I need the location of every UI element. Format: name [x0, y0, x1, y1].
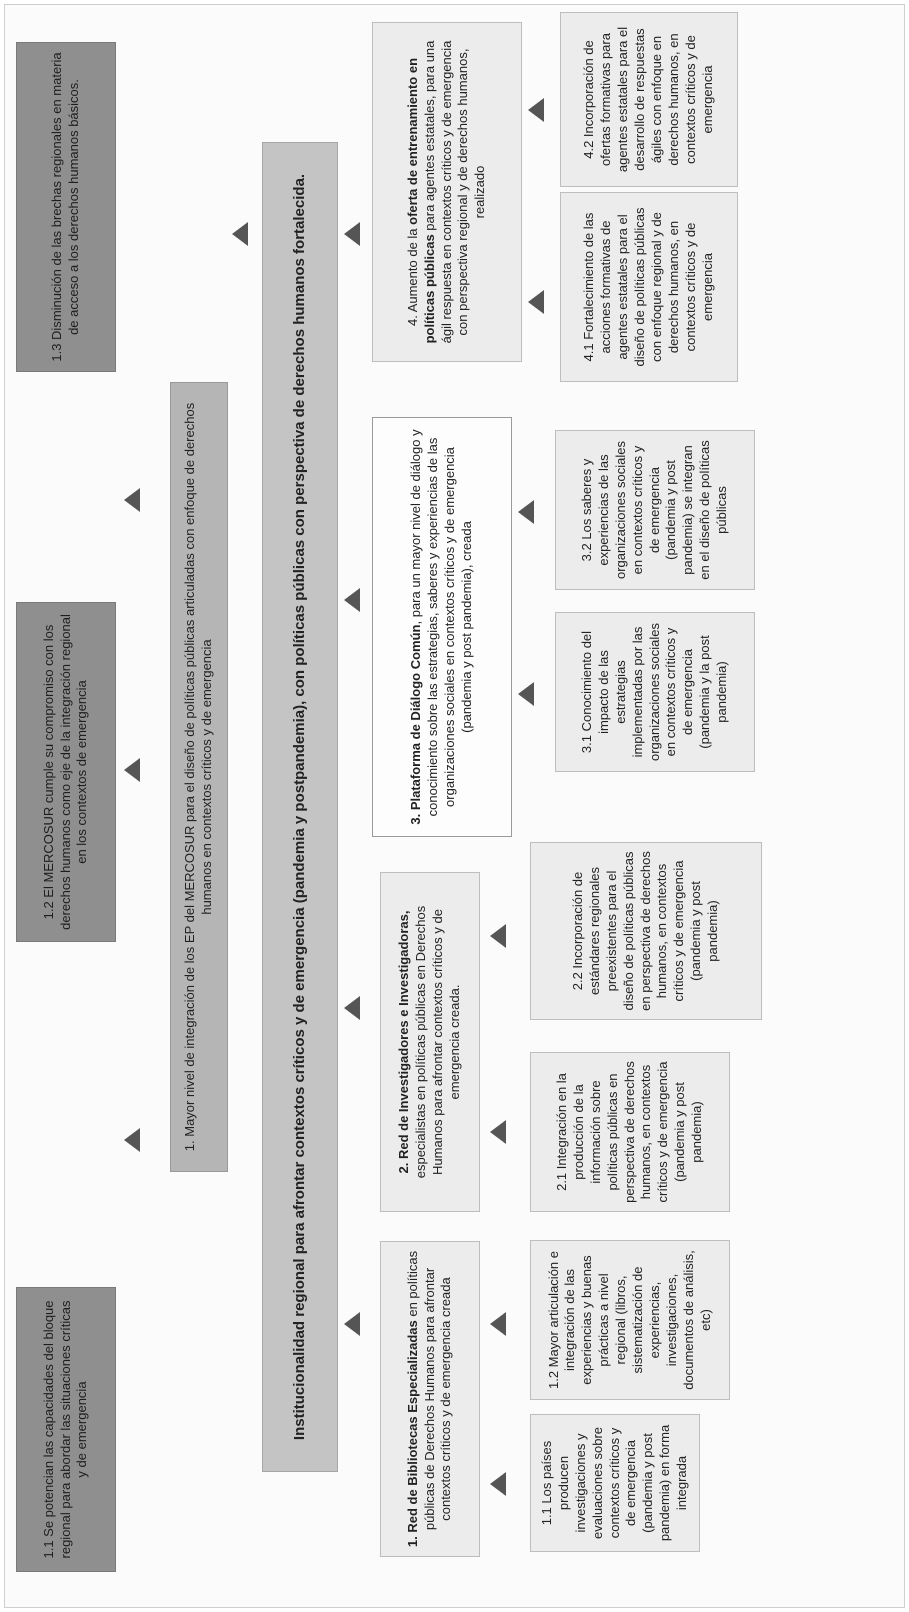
activity-2-1-box: [530, 1052, 730, 1212]
result-1-3-box: [16, 42, 116, 372]
result-1-1-text: 1.1 Se potencian las capacidades del bloque regional para abordar las situaciones críticas y de emergencia: [40, 1300, 90, 1559]
activity-2-1-text: 2.1 Integración en la producción de la información sobre políticas públicas en perspectiva de derechos humanos, en contextos críticos y de emergencia (pandemia y post pandemia): [553, 1061, 705, 1203]
result-1-3-text: 1.3 Disminución de las brechas regionales en materia de acceso a los derechos humanos básicos.: [49, 52, 81, 362]
arrow-outcome1-to-1-1: [124, 1128, 140, 1152]
arrow-to-activity-2-2: [490, 924, 506, 948]
output-1-rest: en políticas públicas de Derechos Humanos para afrontar contextos críticos y de emergencia creada: [404, 1250, 454, 1531]
activity-3-1-text: 3.1 Conocimiento del impacto de las estrategias implementadas por las organizaciones sociales en contextos críticos y de emergencia (pandemia y la post pandemia): [578, 622, 730, 762]
activity-4-2-box: [560, 12, 738, 187]
result-1-2-text: 1.2 El MERCOSUR cumple su compromiso con los derechos humanos como eje de la integración regional en los contextos de emergencia: [40, 614, 90, 930]
arrow-main-to-output-3: [344, 588, 360, 612]
output-1-title: 1. Red de Bibliotecas Especializadas: [404, 1320, 420, 1548]
activity-3-1-box: [555, 612, 755, 772]
output-1-box: [380, 1241, 480, 1557]
activity-4-1-box: [560, 192, 738, 382]
activity-2-2-box: [530, 842, 762, 1020]
output-2-title: 2. Red de Investigadores e Investigadoras,: [396, 910, 412, 1174]
main-goal-box: [262, 142, 338, 1472]
output-3-rest: , para un mayor nivel de diálogo y conocimiento sobre las estrategias, saberes y experiencias de las organizaciones sociales en contextos críticos y de emergencia (pandemia y post pandemia), creada: [408, 429, 474, 817]
arrow-to-activity-3-2: [518, 500, 534, 524]
main-goal-text: Institucionalidad regional para afrontar contextos críticos y de emergencia (pandemia y postpandemia), con políticas públicas con perspectiva de derechos humanos fortalecida.: [291, 173, 309, 1441]
arrow-to-activity-2-1: [490, 1120, 506, 1144]
output-3-title: 3. Plataforma de Diálogo Común: [408, 624, 424, 825]
activity-3-2-text: 3.2 Los saberes y experiencias de las organizaciones sociales en contextos críticos y de emergencia (pandemia y post pandemia) se integran en el diseño de políticas públicas: [578, 440, 730, 580]
arrow-main-to-outcome1: [232, 222, 248, 246]
arrow-main-to-output-1: [344, 1312, 360, 1336]
activity-4-1-text: 4.1 Fortalecimiento de las acciones formativas de agentes estatales para el diseño de políticas públicas con enfoque regional y de derechos humanos, en contextos críticos y de emergencia: [581, 207, 715, 367]
arrow-outcome1-to-1-3: [124, 488, 140, 512]
activity-4-2-text: 4.2 Incorporación de ofertas formativas para agentes estatales para el desarrollo de respuestas ágiles con enfoque en derechos humanos, en contextos críticos y de emergencia: [581, 26, 715, 173]
output-4-box: [372, 22, 522, 362]
result-1-2-box: [16, 602, 116, 942]
output-3-box: [372, 417, 512, 837]
result-1-1-box: [16, 1287, 116, 1572]
arrow-to-activity-4-2: [528, 98, 544, 122]
activity-1-2-box: [530, 1240, 730, 1400]
output-4-title: oferta de entrenamiento en políticas públicas: [404, 57, 437, 344]
output-2-box: [380, 872, 480, 1212]
outcome-1-text: 1. Mayor nivel de integración de los EP del MERCOSUR para el diseño de políticas públicas articuladas con enfoque de derechos humanos en contextos críticos y de emergencia: [182, 402, 214, 1152]
outcome-1-box: [170, 382, 228, 1172]
arrow-main-to-output-2: [344, 996, 360, 1020]
arrow-to-activity-1-1: [490, 1472, 506, 1496]
output-2-rest: especialistas en políticas públicas en Derechos Humanos para afrontar contextos críticos y de emergencia creada.: [413, 905, 462, 1179]
activity-1-1-box: [530, 1414, 700, 1552]
arrow-main-to-output-4: [344, 222, 360, 246]
activity-2-2-text: 2.2 Incorporación de estándares regionales preexistentes para el diseño de políticas públicas en perspectiva de derechos humanos, en contextos críticos y de emergencia (pandemia y post pandemia): [569, 851, 721, 1011]
output-4-rest: para agentes estatales, para una ágil respuesta en contextos críticos y de emergencia con perspectiva regional y de derechos humanos, realizado: [421, 40, 488, 344]
output-4-pre: 4. Aumento de la: [404, 224, 420, 327]
activity-1-1-text: 1.1 Los países producen investigaciones y evaluaciones sobre contextos críticos y de emergencia (pandemia y post pandemia) en forma integrada: [538, 1424, 690, 1542]
arrow-to-activity-1-2: [490, 1312, 506, 1336]
arrow-outcome1-to-1-2: [124, 758, 140, 782]
arrow-to-activity-3-1: [518, 682, 534, 706]
activity-3-2-box: [555, 430, 755, 590]
arrow-to-activity-4-1: [528, 290, 544, 314]
activity-1-2-text: 1.2 Mayor articulación e integración de las experiencias y buenas prácticas a nivel regional (libros, sistematización de experiencias, investigaciones, documentos de análisis, etc): [545, 1250, 713, 1390]
